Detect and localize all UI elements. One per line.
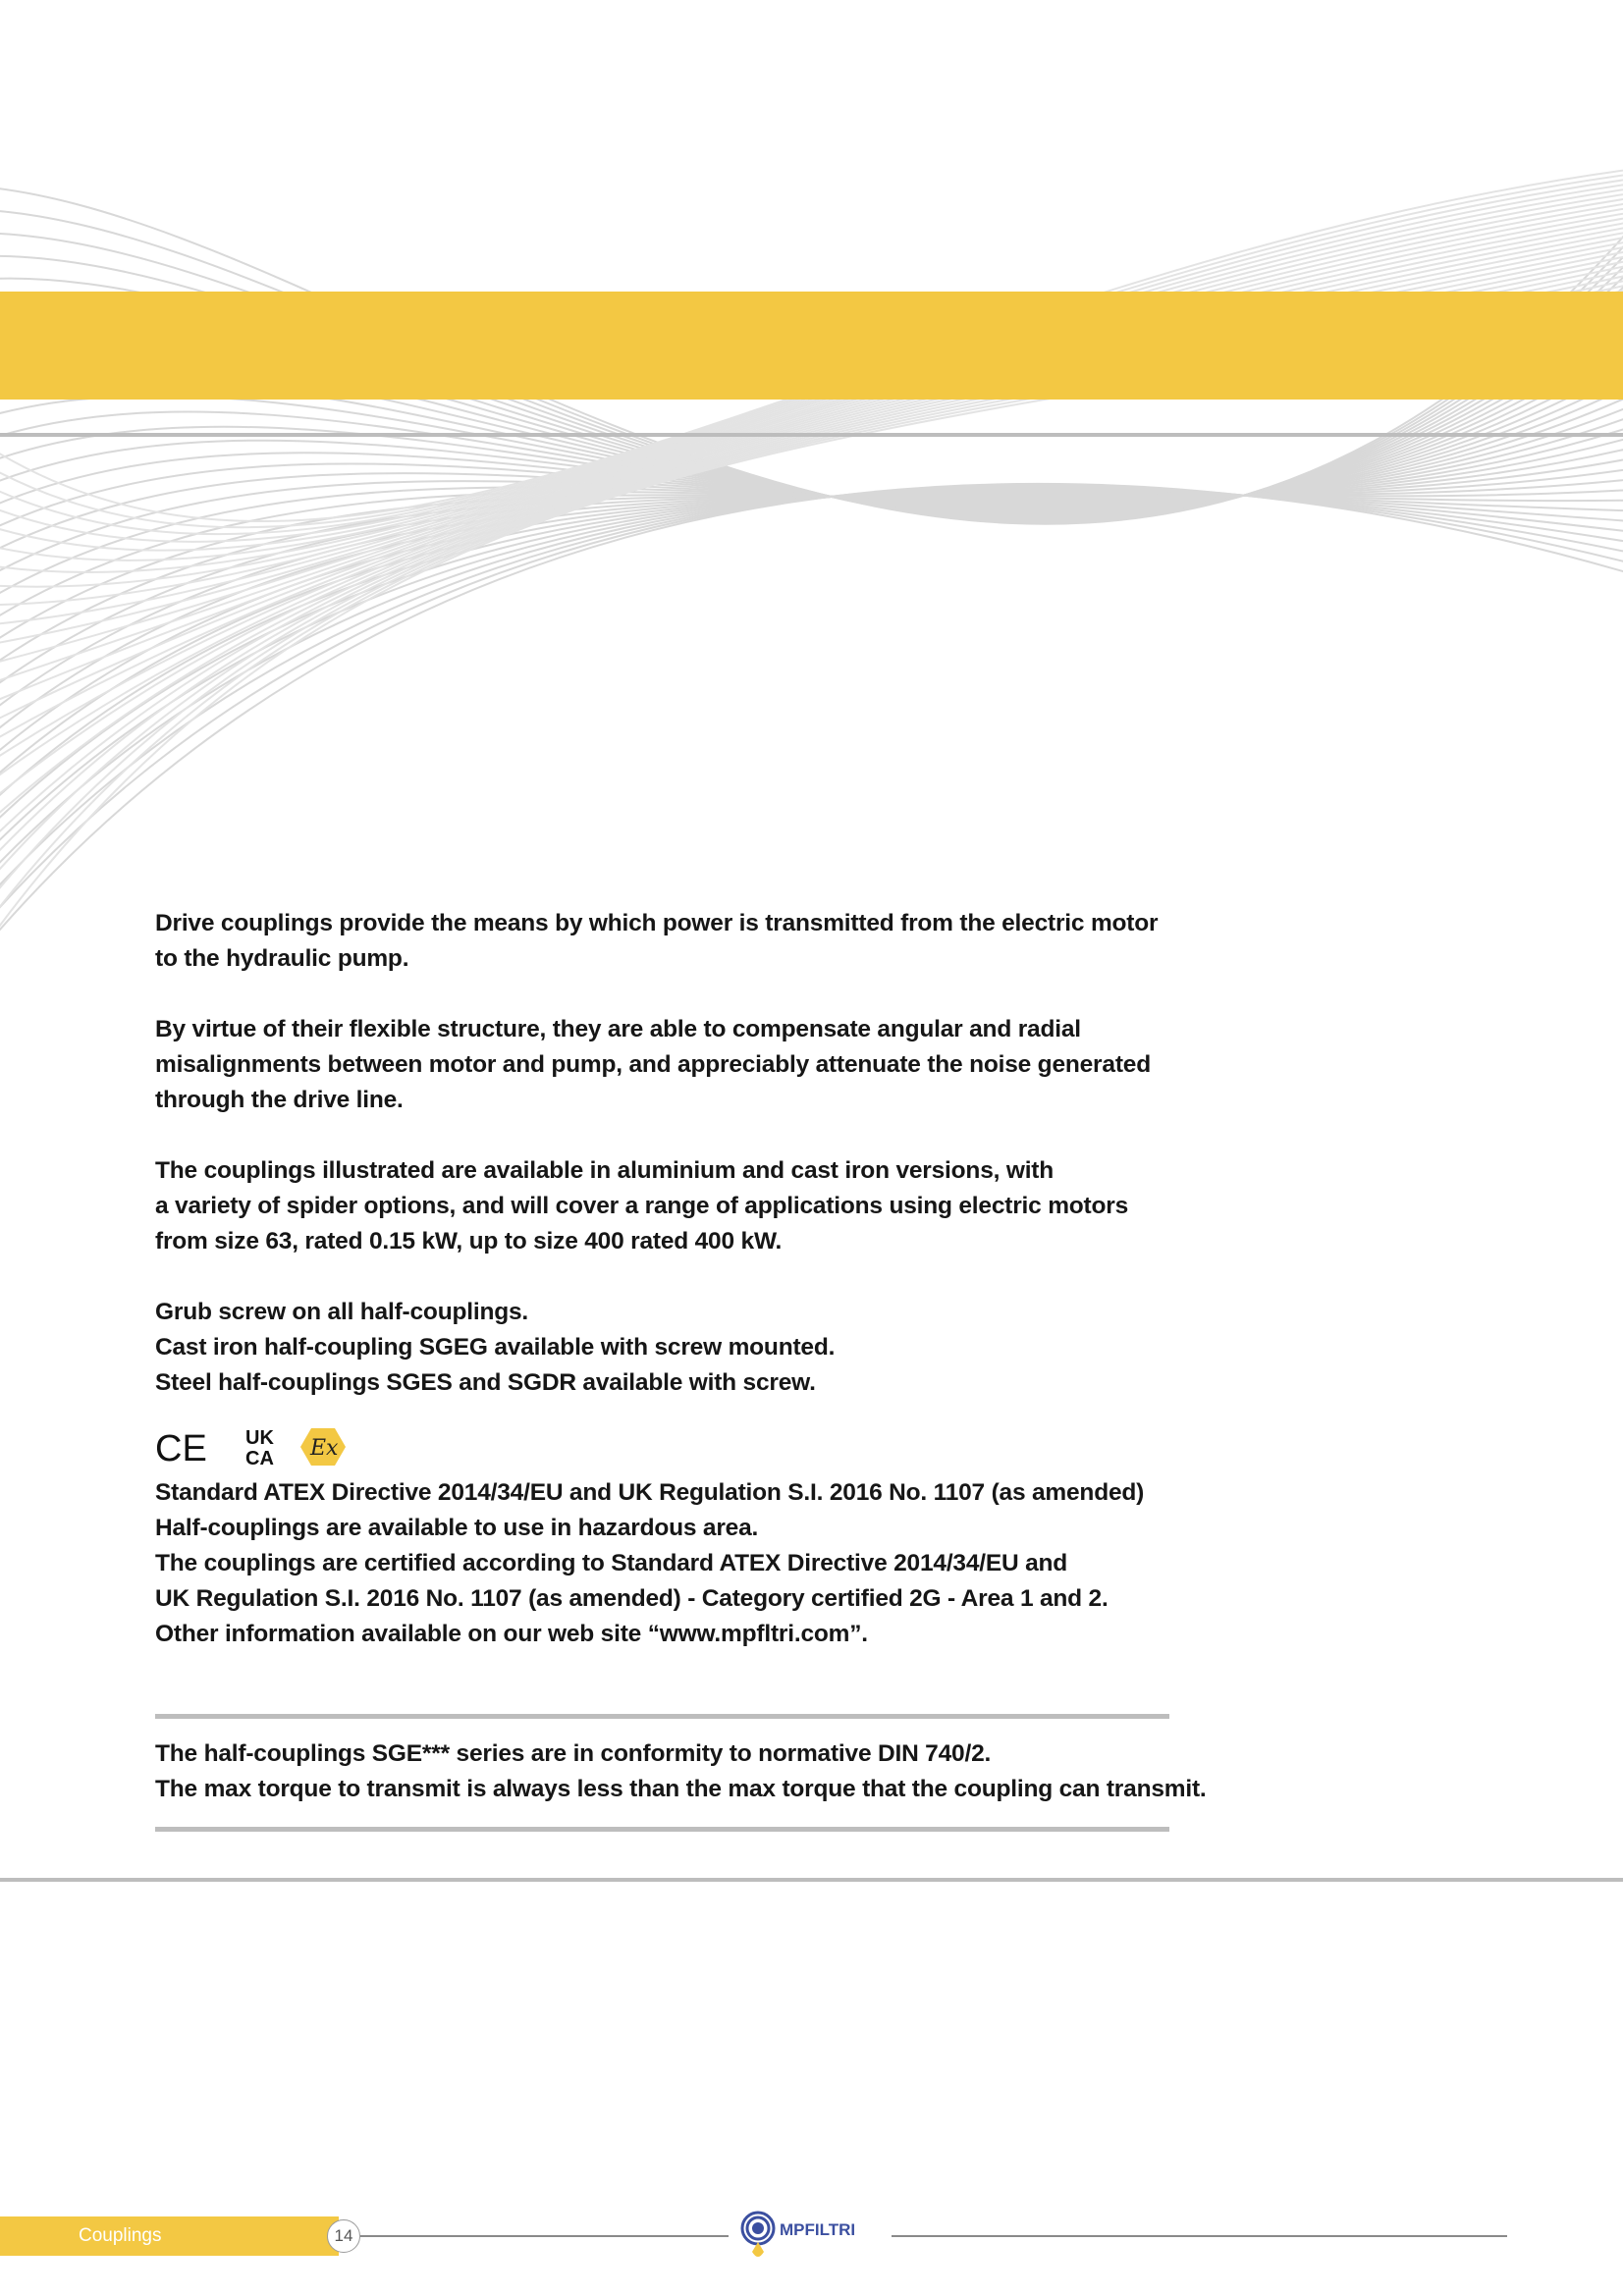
text-line: Cast iron half-coupling SGEG available with screw mounted. <box>155 1334 836 1361</box>
wave-line <box>0 489 1623 767</box>
wave-background <box>0 147 1623 952</box>
text-line: through the drive line. <box>155 1087 404 1113</box>
text-line: misalignments between motor and pump, and appreciably attenuate the noise generated <box>155 1051 1151 1078</box>
svg-text:CA: CA <box>245 1448 274 1468</box>
text-line: The couplings illustrated are available in aluminium and cast iron versions, with <box>155 1157 1055 1184</box>
main-content <box>155 906 1235 1687</box>
certification-marks <box>155 1422 1235 1471</box>
text-line: UK Regulation S.I. 2016 No. 1107 (as amended) - Category certified 2G - Area 1 and 2. <box>155 1585 1109 1612</box>
content-bottom-rule <box>0 1878 1623 1882</box>
svg-text:Ex: Ex <box>310 1436 339 1461</box>
wave-line <box>0 484 1623 952</box>
text-line: from size 63, rated 0.15 kW, up to size 400 rated 400 kW. <box>155 1228 783 1255</box>
text-line: to the hydraulic pump. <box>155 945 409 972</box>
footer-section-label: Couplings <box>0 2216 339 2256</box>
wave-line <box>0 466 1623 721</box>
page-number: 14 <box>327 2219 360 2253</box>
text-line: Half-couplings are available to use in hazardous area. <box>155 1515 759 1541</box>
ukca-mark-icon <box>243 1425 285 1468</box>
intro-paragraph-4 <box>155 1295 1235 1401</box>
text-line: Drive couplings provide the means by which power is transmitted from the electric motor <box>155 910 1159 936</box>
footer-line-right <box>892 2235 1507 2237</box>
text-line: a variety of spider options, and will cover a range of applications using electric motors <box>155 1193 1129 1219</box>
text-line: By virtue of their flexible structure, they are able to compensate angular and radial <box>155 1016 1081 1042</box>
svg-text:CE: CE <box>155 1428 207 1467</box>
text-line: The couplings are certified according to Standard ATEX Directive 2014/34/EU and <box>155 1550 1068 1576</box>
text-line: Steel half-couplings SGES and SGDR available with screw. <box>155 1369 816 1396</box>
text-line: Standard ATEX Directive 2014/34/EU and UK Regulation S.I. 2016 No. 1107 (as amended) <box>155 1479 1145 1506</box>
text-line: The half-couplings SGE*** series are in conformity to normative DIN 740/2. <box>155 1740 992 1767</box>
text-line: The max torque to transmit is always less than the max torque that the coupling can transmit. <box>155 1776 1207 1802</box>
mpfiltri-logo <box>729 2209 892 2268</box>
logo-wordmark: MPFILTRI <box>780 2220 856 2239</box>
conformity-note <box>155 1714 1207 1832</box>
header-rule <box>0 433 1623 437</box>
wave-line <box>0 485 1623 929</box>
svg-text:UK: UK <box>245 1427 274 1449</box>
wave-line <box>0 490 1623 836</box>
footer-line-left <box>360 2235 729 2237</box>
header-band <box>0 292 1623 400</box>
certification-text <box>155 1475 1235 1652</box>
atex-ex-icon <box>298 1425 348 1468</box>
intro-paragraph-2 <box>155 1012 1235 1118</box>
intro-paragraph-3 <box>155 1153 1235 1259</box>
ce-mark-icon <box>155 1427 230 1467</box>
note-text <box>155 1736 1207 1807</box>
text-line: Grub screw on all half-couplings. <box>155 1299 529 1325</box>
text-line: Other information available on our web site “www.mpfltri.com”. <box>155 1621 868 1647</box>
intro-paragraph-1 <box>155 906 1235 977</box>
